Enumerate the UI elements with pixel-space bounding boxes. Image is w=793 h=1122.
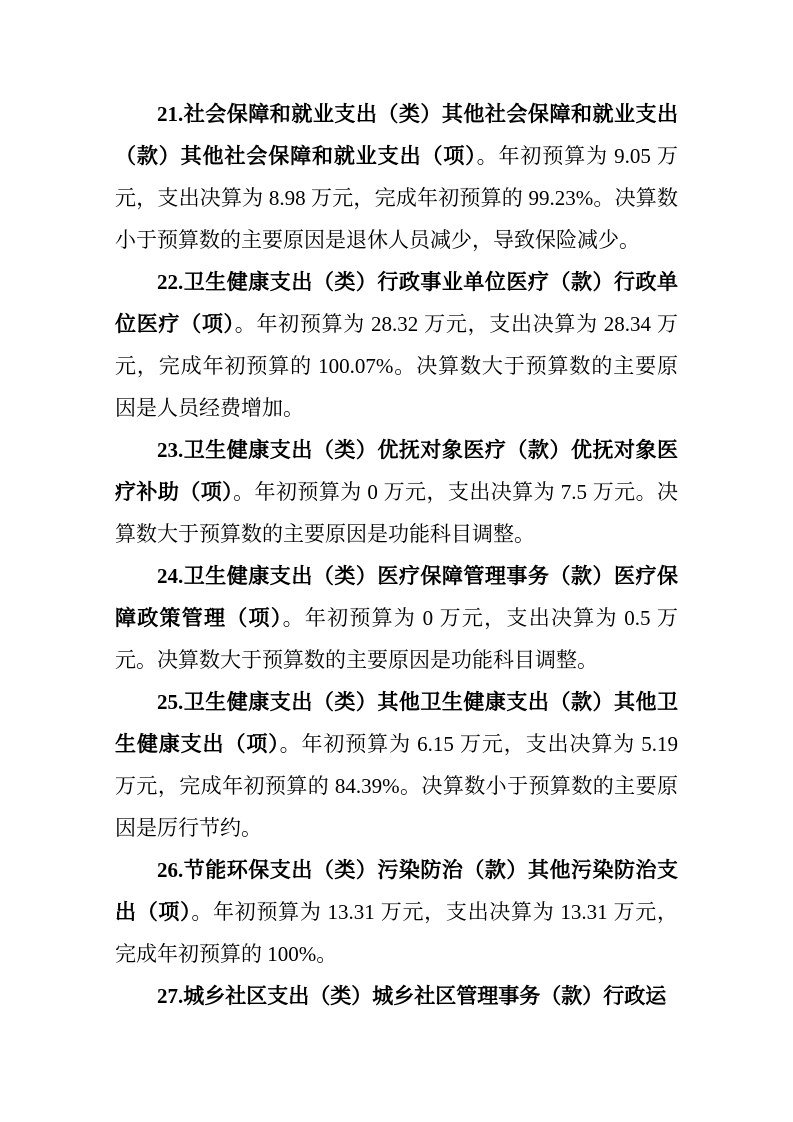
paragraph-25-body: 。年初预算为 6.15 万元，支出决算为 5.19 万元，完成年初预算的 84.39%。决算数小于预算数的主要原因是厉行节约。 bbox=[115, 732, 679, 840]
paragraph-27-heading: 27.城乡社区支出（类）城乡社区管理事务（款）行政运 bbox=[157, 984, 667, 1008]
paragraph-23-body: 。年初预算为 0 万元，支出决算为 7.5 万元。决算数大于预算数的主要原因是功能科目调整。 bbox=[115, 480, 679, 546]
paragraph-22 bbox=[115, 261, 678, 429]
paragraph-25-heading: 25.卫生健康支出（类）其他卫生健康支出（款）其他卫生健康支出（项） bbox=[115, 690, 678, 756]
paragraph-24 bbox=[115, 555, 678, 681]
paragraph-21 bbox=[115, 93, 678, 261]
document-body bbox=[115, 93, 678, 1017]
paragraph-26 bbox=[115, 849, 678, 975]
paragraph-24-body: 。年初预算为 0 万元，支出决算为 0.5 万元。决算数大于预算数的主要原因是功能科目调整。 bbox=[115, 606, 678, 672]
paragraph-26-heading: 26.节能环保支出（类）污染防治（款）其他污染防治支出（项） bbox=[115, 858, 678, 924]
paragraph-23 bbox=[115, 429, 678, 555]
paragraph-27 bbox=[115, 975, 678, 1017]
paragraph-22-heading: 22.卫生健康支出（类）行政事业单位医疗（款）行政单位医疗（项） bbox=[115, 270, 678, 336]
paragraph-22-body: 。年初预算为 28.32 万元，支出决算为 28.34 万元，完成年初预算的 100.07%。决算数大于预算数的主要原因是人员经费增加。 bbox=[115, 312, 678, 420]
paragraph-23-heading: 23.卫生健康支出（类）优抚对象医疗（款）优抚对象医疗补助（项） bbox=[115, 438, 678, 504]
paragraph-25 bbox=[115, 681, 678, 849]
paragraph-24-heading: 24.卫生健康支出（类）医疗保障管理事务（款）医疗保障政策管理（项） bbox=[115, 564, 678, 630]
paragraph-21-heading: 21.社会保障和就业支出（类）其他社会保障和就业支出（款）其他社会保障和就业支出（项） bbox=[115, 102, 678, 168]
paragraph-26-body: 。年初预算为 13.31 万元，支出决算为 13.31 万元，完成年初预算的 100%。 bbox=[115, 900, 679, 966]
paragraph-21-body: 。年初预算为 9.05 万元，支出决算为 8.98 万元，完成年初预算的 99.23%。决算数小于预算数的主要原因是退休人员减少，导致保险减少。 bbox=[115, 144, 679, 252]
